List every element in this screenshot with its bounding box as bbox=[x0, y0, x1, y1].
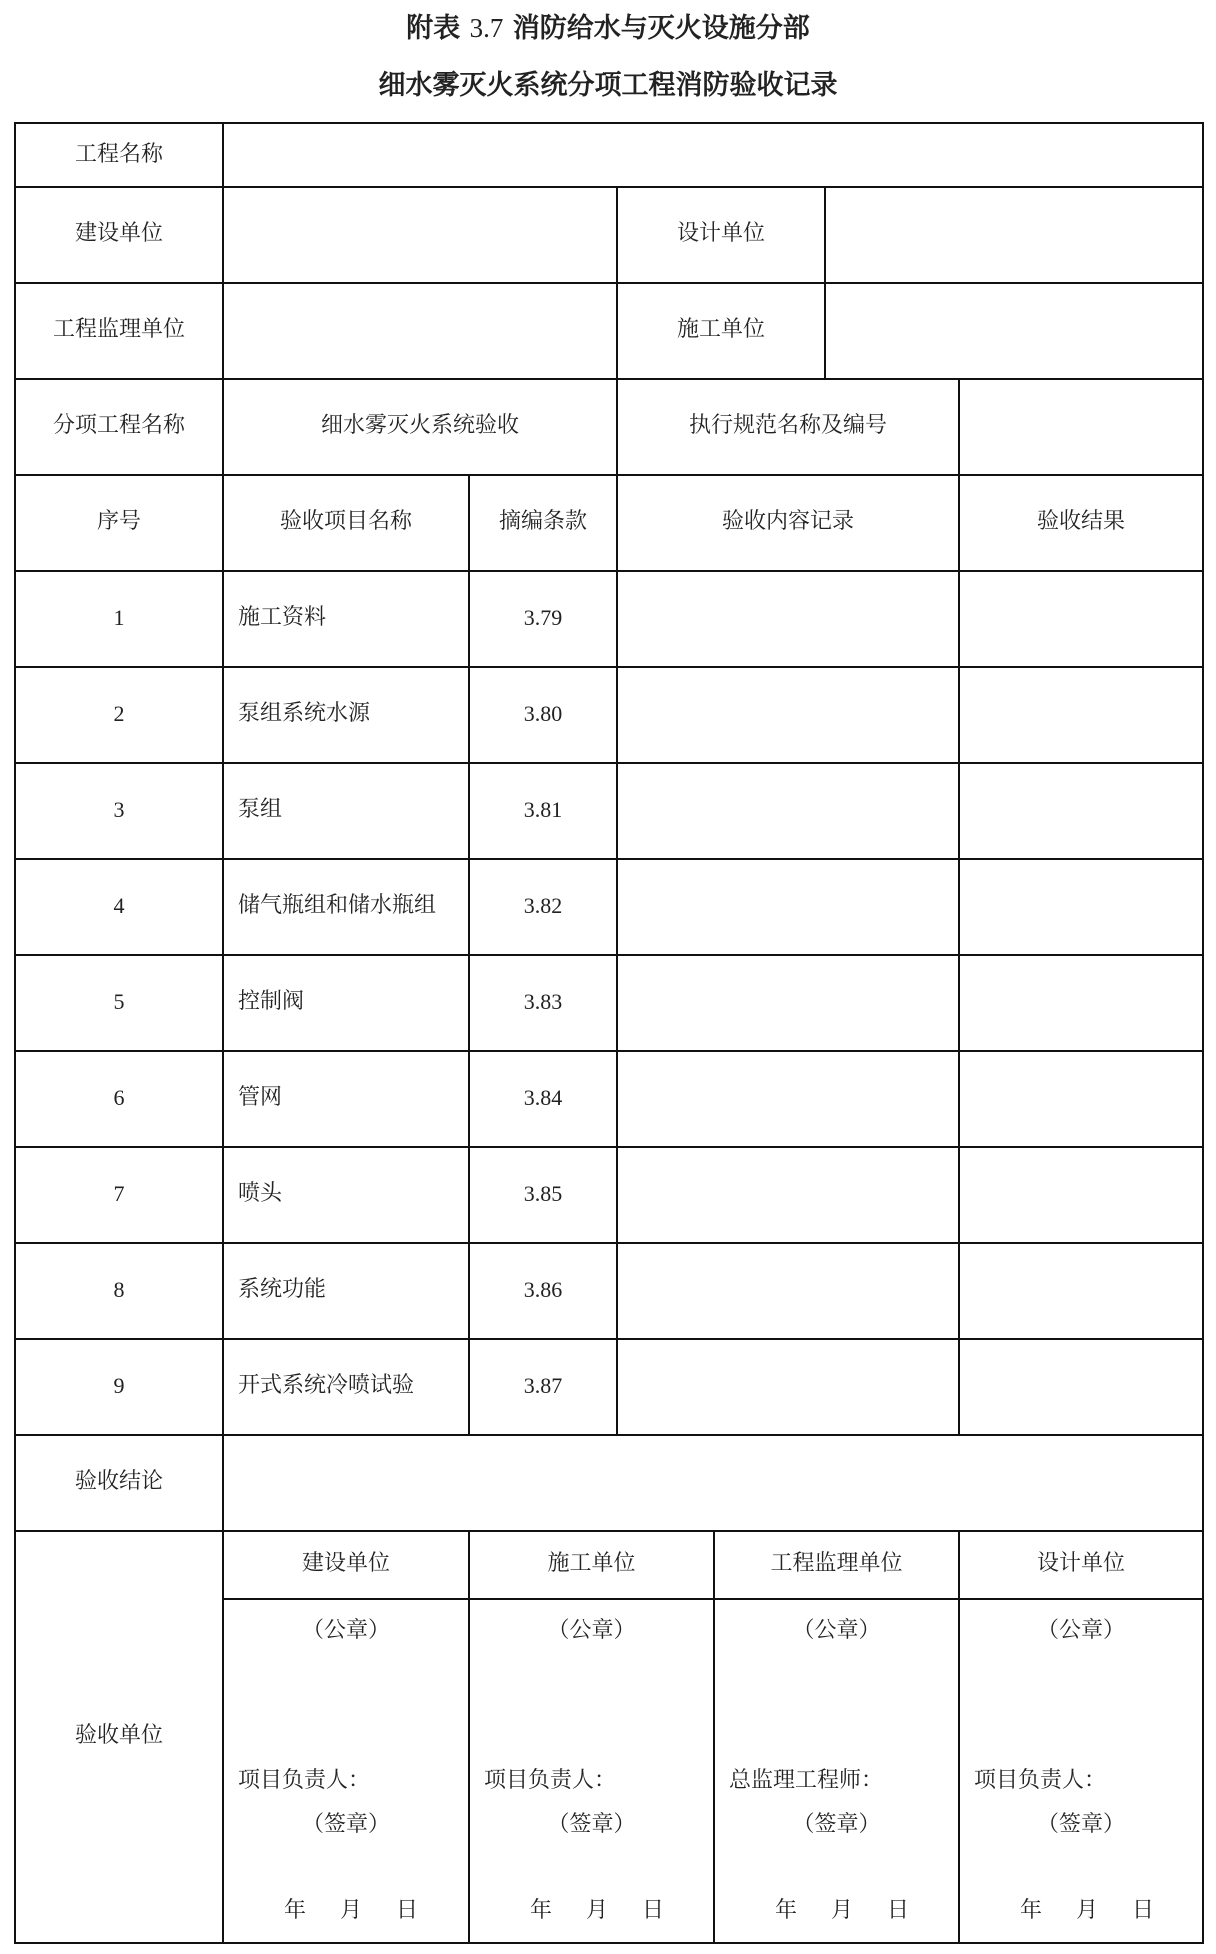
row-record[interactable] bbox=[618, 1242, 958, 1338]
row-result[interactable] bbox=[960, 954, 1202, 1050]
row-result[interactable] bbox=[960, 1050, 1202, 1146]
date-month: 月 bbox=[831, 1898, 854, 1923]
date-month: 月 bbox=[1076, 1898, 1099, 1923]
row-record[interactable] bbox=[618, 858, 958, 954]
row-record[interactable] bbox=[618, 666, 958, 762]
construction-unit-value[interactable] bbox=[224, 186, 616, 282]
document-subtitle: 细水雾灭火系统分项工程消防验收记录 bbox=[378, 70, 838, 101]
row-record[interactable] bbox=[618, 570, 958, 666]
design-unit-value[interactable] bbox=[826, 186, 1202, 282]
date-line bbox=[1020, 1896, 1154, 1926]
row-clause: 3.79 bbox=[523, 605, 563, 630]
row-no: 8 bbox=[113, 1277, 125, 1302]
conclusion-label: 验收结论 bbox=[74, 1469, 163, 1494]
date-month: 月 bbox=[586, 1898, 609, 1923]
title-suffix: 消防给水与灭火设施分部 bbox=[503, 13, 810, 44]
row-record[interactable] bbox=[618, 954, 958, 1050]
subproject-value: 细水雾灭火系统验收 bbox=[320, 413, 519, 438]
row-no: 5 bbox=[113, 989, 125, 1014]
builder-unit-value[interactable] bbox=[826, 282, 1202, 378]
acceptance-unit-name: 施工单位 bbox=[547, 1551, 636, 1576]
official-seal-text: （公章） bbox=[301, 1618, 390, 1643]
subproject-label: 分项工程名称 bbox=[52, 413, 185, 438]
row-clause: 3.82 bbox=[523, 893, 563, 918]
project-name-label: 工程名称 bbox=[74, 142, 163, 167]
row-result[interactable] bbox=[960, 1146, 1202, 1242]
row-result[interactable] bbox=[960, 1338, 1202, 1434]
project-name-value[interactable] bbox=[224, 124, 1202, 186]
row-result[interactable] bbox=[960, 1242, 1202, 1338]
signature-block[interactable] bbox=[470, 1600, 713, 1942]
row-no: 3 bbox=[113, 797, 125, 822]
row-record[interactable] bbox=[618, 1146, 958, 1242]
builder-unit-label: 施工单位 bbox=[676, 317, 765, 342]
row-item: 喷头 bbox=[238, 1181, 283, 1206]
signer-label: 总监理工程师： bbox=[729, 1768, 884, 1793]
official-seal-text: （公章） bbox=[792, 1618, 881, 1643]
standard-label: 执行规范名称及编号 bbox=[688, 413, 887, 438]
signature-seal-text: （签章） bbox=[792, 1812, 881, 1837]
row-clause: 3.85 bbox=[523, 1181, 563, 1206]
row-record[interactable] bbox=[618, 762, 958, 858]
date-day: 日 bbox=[887, 1898, 910, 1923]
row-clause: 3.81 bbox=[523, 797, 563, 822]
acceptance-unit-name: 设计单位 bbox=[1036, 1551, 1125, 1576]
row-clause: 3.86 bbox=[523, 1277, 563, 1302]
row-no: 9 bbox=[113, 1373, 125, 1398]
acceptance-label: 验收单位 bbox=[74, 1723, 163, 1748]
row-result[interactable] bbox=[960, 570, 1202, 666]
row-record[interactable] bbox=[618, 1050, 958, 1146]
supervision-unit-value[interactable] bbox=[224, 282, 616, 378]
signer-label: 项目负责人： bbox=[238, 1768, 371, 1793]
row-item: 系统功能 bbox=[238, 1277, 327, 1302]
date-year: 年 bbox=[284, 1898, 307, 1923]
row-no: 6 bbox=[113, 1085, 125, 1110]
acceptance-form bbox=[14, 122, 1204, 1944]
signature-block[interactable] bbox=[960, 1600, 1202, 1942]
date-month: 月 bbox=[340, 1898, 363, 1923]
date-year: 年 bbox=[530, 1898, 553, 1923]
row-no: 7 bbox=[113, 1181, 125, 1206]
signer-label: 项目负责人： bbox=[484, 1768, 617, 1793]
date-year: 年 bbox=[775, 1898, 798, 1923]
title-number: 3.7 bbox=[469, 13, 504, 43]
signature-seal-text: （签章） bbox=[301, 1812, 390, 1837]
official-seal-text: （公章） bbox=[547, 1618, 636, 1643]
column-header-result: 验收结果 bbox=[1036, 509, 1125, 534]
row-clause: 3.87 bbox=[523, 1373, 563, 1398]
official-seal-text: （公章） bbox=[1036, 1618, 1125, 1643]
construction-unit-label: 建设单位 bbox=[74, 221, 163, 246]
title-prefix: 附表 bbox=[406, 13, 470, 44]
acceptance-unit-name: 工程监理单位 bbox=[770, 1551, 903, 1576]
row-item: 开式系统冷喷试验 bbox=[238, 1373, 415, 1398]
row-clause: 3.80 bbox=[523, 701, 563, 726]
row-clause: 3.84 bbox=[523, 1085, 563, 1110]
column-header-no: 序号 bbox=[96, 509, 141, 534]
row-no: 2 bbox=[113, 701, 125, 726]
row-item: 控制阀 bbox=[238, 989, 305, 1014]
row-item: 管网 bbox=[238, 1085, 283, 1110]
row-result[interactable] bbox=[960, 762, 1202, 858]
row-record[interactable] bbox=[618, 1338, 958, 1434]
document-title bbox=[0, 8, 1216, 49]
signer-label: 项目负责人： bbox=[974, 1768, 1107, 1793]
column-header-clause: 摘编条款 bbox=[498, 509, 587, 534]
date-year: 年 bbox=[1020, 1898, 1043, 1923]
signature-seal-text: （签章） bbox=[547, 1812, 636, 1837]
date-line bbox=[284, 1896, 418, 1926]
date-line bbox=[775, 1896, 909, 1926]
design-unit-label: 设计单位 bbox=[676, 221, 765, 246]
row-item: 泵组系统水源 bbox=[238, 701, 371, 726]
signature-seal-text: （签章） bbox=[1036, 1812, 1125, 1837]
date-day: 日 bbox=[396, 1898, 419, 1923]
row-no: 1 bbox=[113, 605, 125, 630]
signature-block[interactable] bbox=[715, 1600, 958, 1942]
supervision-unit-label: 工程监理单位 bbox=[52, 317, 185, 342]
row-item: 泵组 bbox=[238, 797, 283, 822]
column-header-record: 验收内容记录 bbox=[721, 509, 854, 534]
row-clause: 3.83 bbox=[523, 989, 563, 1014]
conclusion-value[interactable] bbox=[224, 1434, 1202, 1530]
row-result[interactable] bbox=[960, 666, 1202, 762]
row-result[interactable] bbox=[960, 858, 1202, 954]
date-line bbox=[530, 1896, 664, 1926]
date-day: 日 bbox=[1132, 1898, 1155, 1923]
row-item: 施工资料 bbox=[238, 605, 327, 630]
acceptance-unit-name: 建设单位 bbox=[301, 1551, 390, 1576]
column-header-item: 验收项目名称 bbox=[279, 509, 412, 534]
date-day: 日 bbox=[642, 1898, 665, 1923]
row-no: 4 bbox=[113, 893, 125, 918]
standard-value[interactable] bbox=[960, 378, 1202, 474]
row-item: 储气瓶组和储水瓶组 bbox=[238, 893, 437, 918]
signature-block[interactable] bbox=[224, 1600, 468, 1942]
